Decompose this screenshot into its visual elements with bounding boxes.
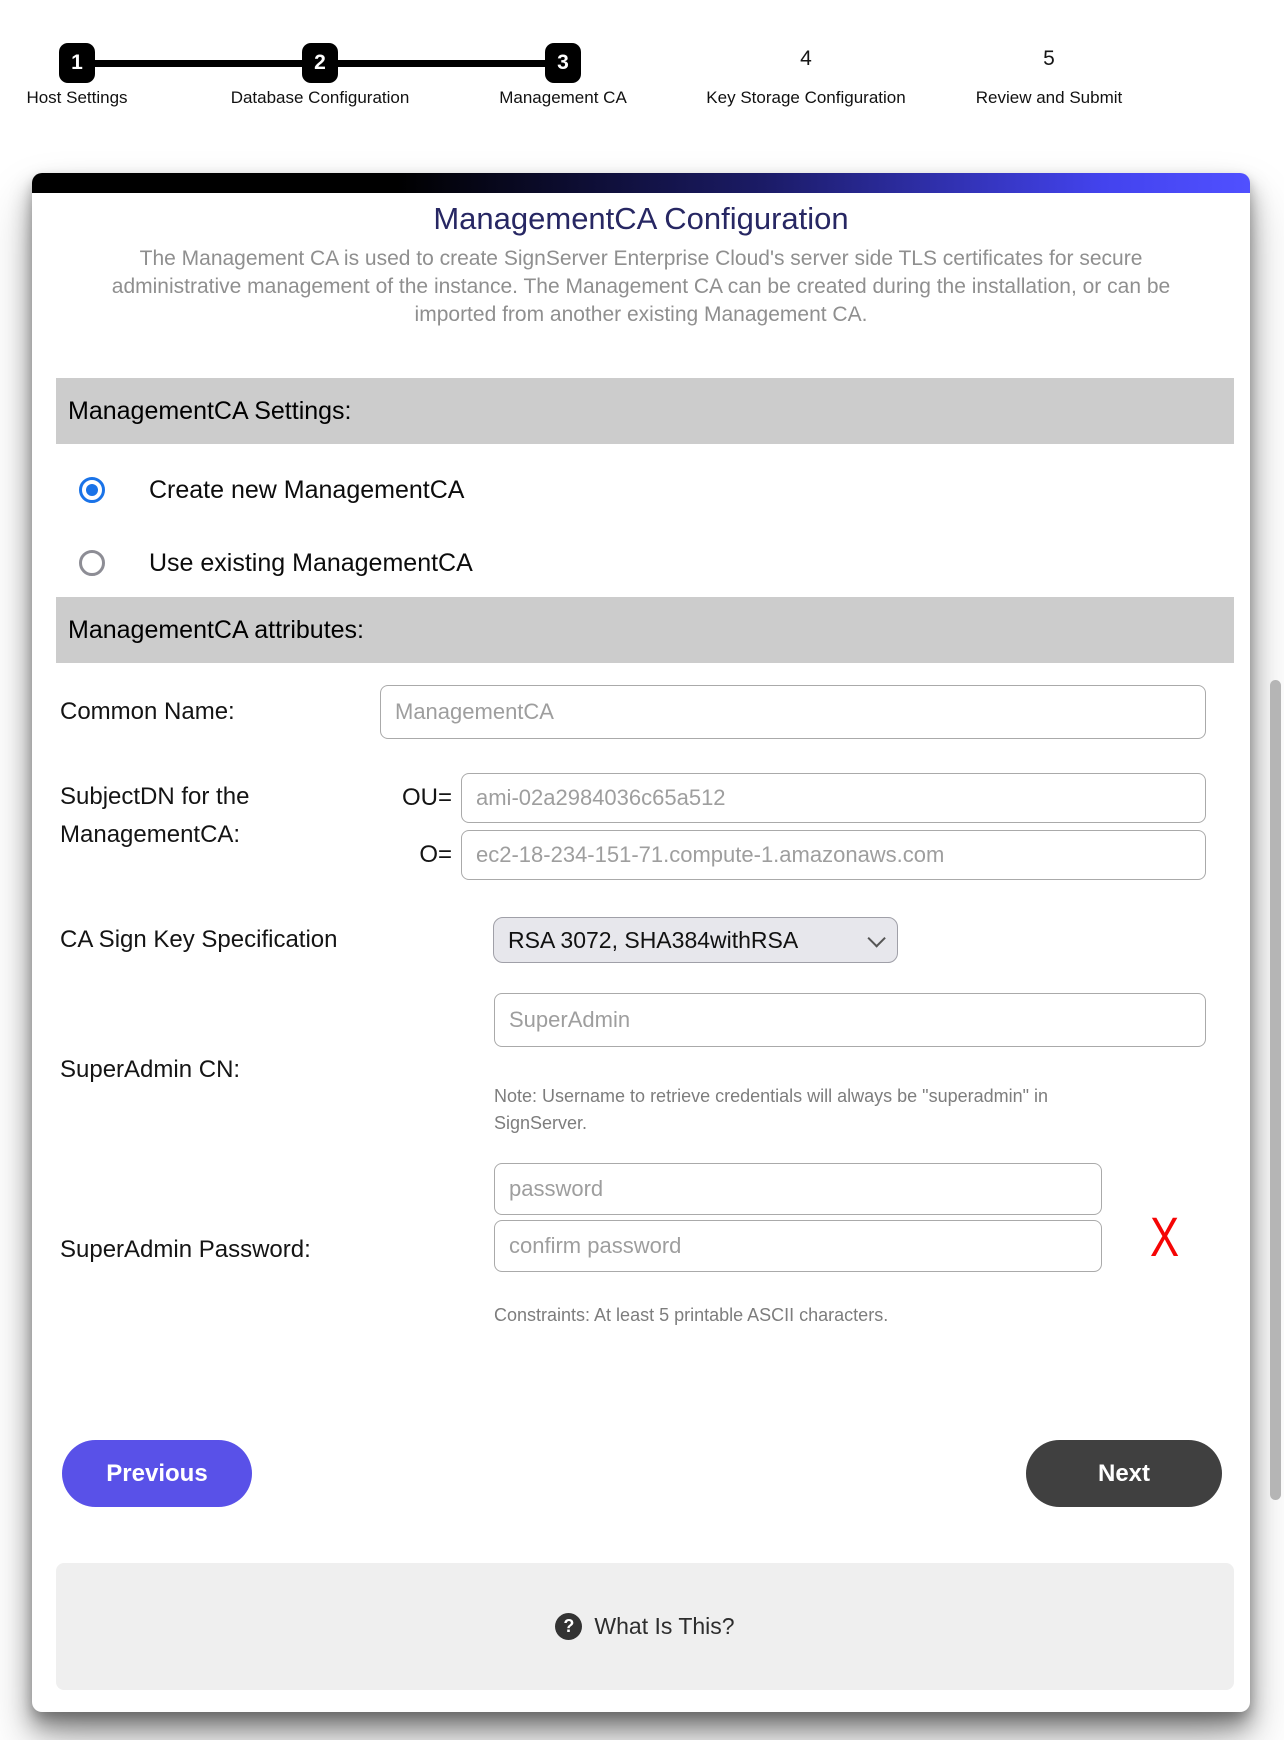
question-mark-icon: ? bbox=[555, 1613, 582, 1640]
radio-option-use-existing-managementca[interactable] bbox=[79, 542, 473, 584]
common-name-input[interactable] bbox=[380, 685, 1206, 739]
page-description: The Management CA is used to create SignServer Enterprise Cloud's server side TLS certificates for secure administrative management of the instance. The Management CA can be created during the installation, or can be imported from another existing Management CA. bbox=[111, 247, 1171, 326]
confirm-password-input[interactable] bbox=[494, 1220, 1102, 1272]
superadmin-password-label: SuperAdmin Password: bbox=[60, 1236, 311, 1263]
password-constraints-note: Constraints: At least 5 printable ASCII characters. bbox=[494, 1305, 889, 1325]
ou-equals-label: OU= bbox=[401, 784, 452, 811]
ca-sign-key-selected-value: RSA 3072, SHA384withRSA bbox=[508, 926, 799, 953]
ou-input[interactable] bbox=[461, 773, 1206, 823]
superadmin-cn-input[interactable] bbox=[494, 993, 1206, 1047]
subjectdn-label-line2: ManagementCA: bbox=[60, 821, 241, 848]
step-1-box[interactable] bbox=[59, 43, 95, 83]
radio-unselected-icon[interactable] bbox=[79, 550, 105, 576]
step-3-number: 3 bbox=[557, 51, 569, 74]
o-input[interactable] bbox=[461, 830, 1206, 880]
page-title: ManagementCA Configuration bbox=[433, 201, 849, 236]
stepper-connector-1-2 bbox=[95, 60, 302, 67]
step-1-number: 1 bbox=[71, 51, 83, 74]
previous-button[interactable]: Previous bbox=[62, 1440, 252, 1507]
subjectdn-label-line1: SubjectDN for the bbox=[60, 783, 250, 810]
step-2-box[interactable] bbox=[302, 43, 338, 83]
o-equals-label: O= bbox=[419, 841, 452, 868]
step-4-number: 4 bbox=[800, 47, 812, 70]
card-top-gradient-bar bbox=[32, 173, 1250, 193]
step-label-key-storage: Key Storage Configuration bbox=[706, 88, 906, 107]
stepper-connector-2-3 bbox=[338, 60, 545, 67]
radio-label: Create new ManagementCA bbox=[149, 475, 465, 504]
step-label-management-ca: Management CA bbox=[499, 88, 627, 107]
common-name-label: Common Name: bbox=[60, 698, 235, 725]
section-header-settings: ManagementCA Settings: bbox=[56, 378, 1234, 444]
wizard-stepper bbox=[0, 0, 1284, 120]
help-label: What Is This? bbox=[594, 1613, 735, 1639]
what-is-this-help-link[interactable] bbox=[56, 1563, 1234, 1690]
step-label-review-submit: Review and Submit bbox=[975, 88, 1123, 107]
password-input[interactable] bbox=[494, 1163, 1102, 1215]
managementca-config-card bbox=[32, 173, 1250, 1712]
radio-dot bbox=[86, 484, 98, 496]
step-label-host-settings: Host Settings bbox=[26, 88, 128, 107]
superadmin-cn-note: Note: Username to retrieve credentials will always be "superadmin" in SignServer. bbox=[494, 1086, 1049, 1133]
radio-option-create-new-managementca[interactable] bbox=[79, 469, 464, 511]
step-5-number: 5 bbox=[1043, 47, 1055, 70]
radio-selected-icon[interactable] bbox=[79, 477, 105, 503]
subjectdn-label bbox=[60, 778, 249, 854]
radio-label: Use existing ManagementCA bbox=[149, 548, 473, 577]
superadmin-cn-label: SuperAdmin CN: bbox=[60, 1056, 241, 1083]
step-3-box[interactable] bbox=[545, 43, 581, 83]
step-label-database-config: Database Configuration bbox=[230, 88, 410, 107]
chevron-down-icon bbox=[867, 929, 885, 947]
step-2-number: 2 bbox=[314, 51, 326, 74]
ca-sign-key-label: CA Sign Key Specification bbox=[60, 926, 338, 953]
password-mismatch-x-icon: X bbox=[1150, 1205, 1180, 1268]
ca-sign-key-select[interactable] bbox=[493, 917, 898, 963]
section-header-attributes: ManagementCA attributes: bbox=[56, 597, 1234, 663]
next-button[interactable]: Next bbox=[1026, 1440, 1222, 1507]
scrollbar-thumb[interactable] bbox=[1270, 680, 1281, 1500]
